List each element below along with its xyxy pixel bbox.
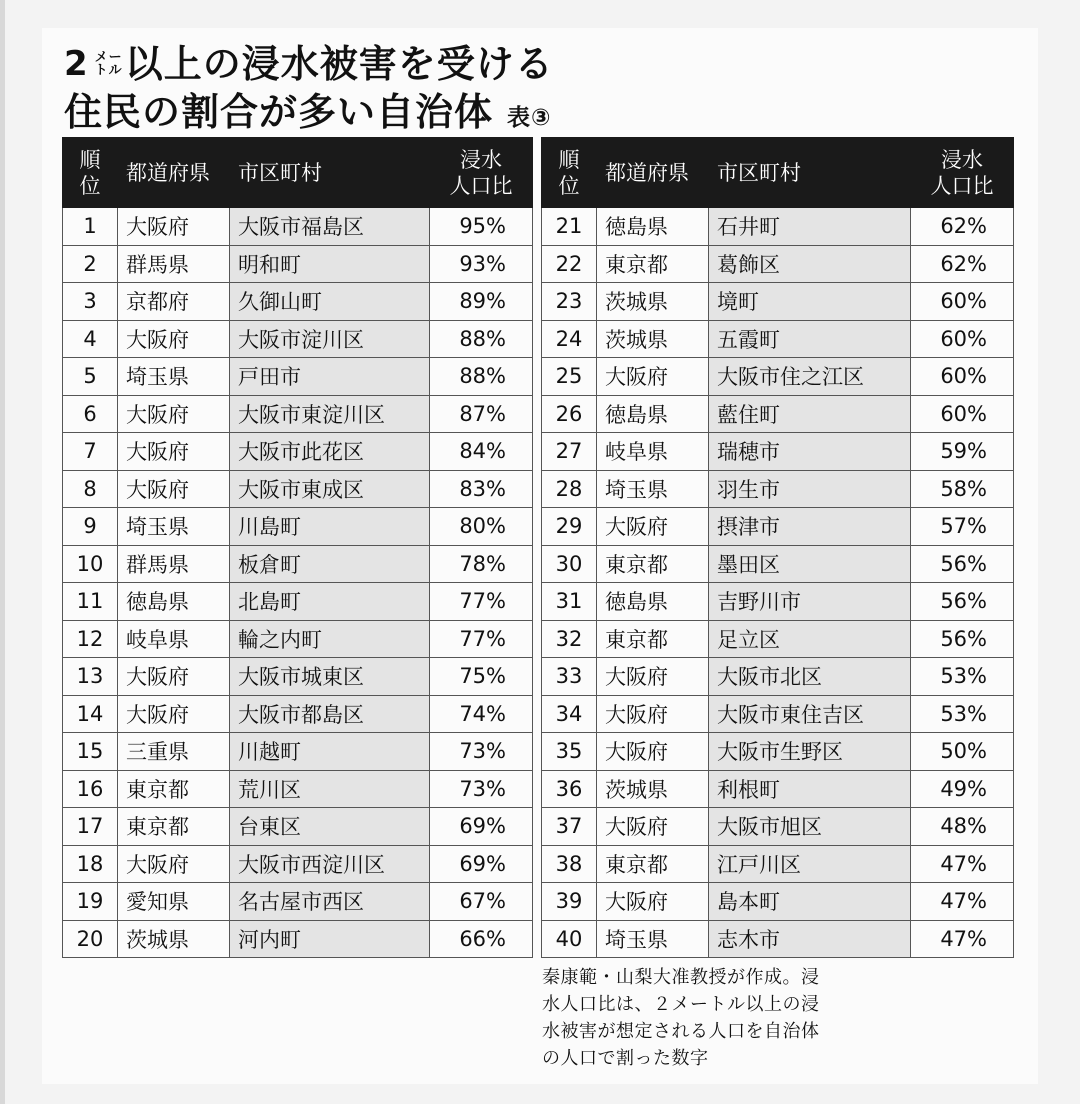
table-row [542,245,1014,283]
title-line1: 以上の浸水被害を受ける [124,42,554,86]
ratio-cell: 62% [911,245,1014,283]
rank-cell: 3 [63,283,118,321]
rank-cell: 14 [63,695,118,733]
prefecture-cell: 埼玉県 [118,508,230,546]
ratio-cell: 93% [430,245,533,283]
prefecture-cell: 大阪府 [597,695,709,733]
ratio-cell: 84% [430,433,533,471]
header-pref: 都道府県 [597,138,709,208]
table-body-right [542,208,1014,958]
page-edge [0,0,5,1104]
rank-cell: 15 [63,733,118,771]
prefecture-cell: 大阪府 [118,395,230,433]
municipality-cell: 台東区 [230,808,430,846]
header-rank-2: 位 [79,173,101,198]
municipality-cell: 利根町 [709,770,911,808]
municipality-cell: 川越町 [230,733,430,771]
header-rank-2: 位 [558,173,580,198]
rank-cell: 12 [63,620,118,658]
rank-cell: 8 [63,470,118,508]
prefecture-cell: 大阪府 [118,320,230,358]
rank-cell: 1 [63,208,118,246]
ratio-cell: 60% [911,395,1014,433]
municipality-cell: 志木市 [709,920,911,958]
ratio-cell: 69% [430,845,533,883]
ratio-cell: 59% [911,433,1014,471]
header-ratio-1: 浸水 [941,147,983,172]
table-title [64,40,554,142]
table-row [542,358,1014,396]
table-row [63,470,533,508]
prefecture-cell: 東京都 [118,770,230,808]
ratio-cell: 88% [430,320,533,358]
municipality-cell: 足立区 [709,620,911,658]
table-row [542,470,1014,508]
rank-cell: 27 [542,433,597,471]
ratio-cell: 48% [911,808,1014,846]
prefecture-cell: 愛知県 [118,883,230,921]
municipality-cell: 名古屋市西区 [230,883,430,921]
municipality-cell: 大阪市城東区 [230,658,430,696]
prefecture-cell: 東京都 [597,545,709,583]
table-row [63,320,533,358]
header-city: 市区町村 [709,138,911,208]
table-header [63,138,533,208]
ratio-cell: 60% [911,320,1014,358]
title-unit-bottom: トル [94,63,123,78]
table-tag: 表③ [507,105,552,131]
prefecture-cell: 大阪府 [597,808,709,846]
ratio-cell: 60% [911,358,1014,396]
ratio-cell: 58% [911,470,1014,508]
municipality-cell: 大阪市東淀川区 [230,395,430,433]
table-row [542,395,1014,433]
ratio-cell: 75% [430,658,533,696]
table-row [542,733,1014,771]
prefecture-cell: 大阪府 [118,470,230,508]
prefecture-cell: 東京都 [597,845,709,883]
title-line2: 住民の割合が多い自治体 [64,90,494,134]
municipality-cell: 大阪市東住吉区 [709,695,911,733]
rank-cell: 31 [542,583,597,621]
municipality-cell: 石井町 [709,208,911,246]
municipality-cell: 大阪市此花区 [230,433,430,471]
rank-cell: 2 [63,245,118,283]
rank-cell: 33 [542,658,597,696]
table-row [63,733,533,771]
municipality-cell: 荒川区 [230,770,430,808]
ratio-cell: 62% [911,208,1014,246]
table-row [542,808,1014,846]
ratio-cell: 80% [430,508,533,546]
ratio-cell: 67% [430,883,533,921]
municipality-cell: 摂津市 [709,508,911,546]
prefecture-cell: 徳島県 [118,583,230,621]
title-number: 2 [64,44,89,84]
municipality-cell: 境町 [709,283,911,321]
table-row [542,658,1014,696]
municipality-cell: 吉野川市 [709,583,911,621]
table-row [542,583,1014,621]
table-row [63,658,533,696]
municipality-cell: 大阪市福島区 [230,208,430,246]
ratio-cell: 57% [911,508,1014,546]
prefecture-cell: 大阪府 [118,658,230,696]
prefecture-cell: 茨城県 [597,770,709,808]
header-ratio [430,138,533,208]
table-row [542,545,1014,583]
note-line: の人口で割った数字 [542,1048,709,1069]
rank-cell: 7 [63,433,118,471]
table-row [542,508,1014,546]
rank-cell: 20 [63,920,118,958]
ratio-cell: 60% [911,283,1014,321]
table-row [542,883,1014,921]
rank-cell: 40 [542,920,597,958]
prefecture-cell: 徳島県 [597,583,709,621]
ratio-cell: 95% [430,208,533,246]
prefecture-cell: 東京都 [597,620,709,658]
municipality-cell: 板倉町 [230,545,430,583]
prefecture-cell: 茨城県 [597,320,709,358]
prefecture-cell: 東京都 [597,245,709,283]
table-header [542,138,1014,208]
ratio-cell: 77% [430,583,533,621]
rank-cell: 39 [542,883,597,921]
prefecture-cell: 群馬県 [118,545,230,583]
ratio-cell: 66% [430,920,533,958]
municipality-cell: 葛飾区 [709,245,911,283]
ratio-cell: 73% [430,770,533,808]
table-row [63,358,533,396]
table-row [542,320,1014,358]
ratio-cell: 88% [430,358,533,396]
ratio-cell: 53% [911,695,1014,733]
prefecture-cell: 大阪府 [597,883,709,921]
rank-cell: 29 [542,508,597,546]
rank-cell: 4 [63,320,118,358]
rank-cell: 36 [542,770,597,808]
table-row [542,620,1014,658]
table-row [542,920,1014,958]
ratio-cell: 83% [430,470,533,508]
table-row [542,208,1014,246]
ratio-cell: 77% [430,620,533,658]
prefecture-cell: 岐阜県 [118,620,230,658]
prefecture-cell: 大阪府 [597,358,709,396]
table-row [63,920,533,958]
prefecture-cell: 岐阜県 [597,433,709,471]
table-body-left [63,208,533,958]
table-row [63,545,533,583]
ratio-cell: 47% [911,920,1014,958]
table-row [63,433,533,471]
table-row [63,508,533,546]
ratio-cell: 56% [911,583,1014,621]
table-row [63,845,533,883]
header-ratio-1: 浸水 [460,147,502,172]
header-city: 市区町村 [230,138,430,208]
table-row [63,695,533,733]
rank-cell: 19 [63,883,118,921]
municipality-cell: 大阪市淀川区 [230,320,430,358]
prefecture-cell: 大阪府 [597,658,709,696]
ranking-table-right [541,137,1014,958]
municipality-cell: 大阪市住之江区 [709,358,911,396]
municipality-cell: 羽生市 [709,470,911,508]
rank-cell: 34 [542,695,597,733]
table-row [542,433,1014,471]
title-unit-top: メー [94,50,123,65]
municipality-cell: 河内町 [230,920,430,958]
prefecture-cell: 京都府 [118,283,230,321]
rank-cell: 26 [542,395,597,433]
rank-cell: 18 [63,845,118,883]
table-row [542,695,1014,733]
rank-cell: 23 [542,283,597,321]
municipality-cell: 五霞町 [709,320,911,358]
rank-cell: 30 [542,545,597,583]
municipality-cell: 北島町 [230,583,430,621]
prefecture-cell: 大阪府 [118,208,230,246]
municipality-cell: 大阪市北区 [709,658,911,696]
table-row [63,883,533,921]
table-row [63,208,533,246]
rank-cell: 22 [542,245,597,283]
ratio-cell: 56% [911,620,1014,658]
ratio-cell: 49% [911,770,1014,808]
ratio-cell: 89% [430,283,533,321]
rank-cell: 21 [542,208,597,246]
prefecture-cell: 埼玉県 [597,920,709,958]
rank-cell: 13 [63,658,118,696]
ratio-cell: 78% [430,545,533,583]
prefecture-cell: 群馬県 [118,245,230,283]
municipality-cell: 瑞穂市 [709,433,911,471]
table-row [63,395,533,433]
note-line: 水被害が想定される人口を自治体 [542,1021,820,1042]
municipality-cell: 久御山町 [230,283,430,321]
rank-cell: 24 [542,320,597,358]
municipality-cell: 戸田市 [230,358,430,396]
municipality-cell: 川島町 [230,508,430,546]
ratio-cell: 74% [430,695,533,733]
table-row [63,808,533,846]
rank-cell: 32 [542,620,597,658]
rank-cell: 5 [63,358,118,396]
municipality-cell: 明和町 [230,245,430,283]
header-pref: 都道府県 [118,138,230,208]
rank-cell: 25 [542,358,597,396]
table-row [542,770,1014,808]
header-ratio [911,138,1014,208]
rank-cell: 38 [542,845,597,883]
note-line: 秦康範・山梨大准教授が作成。浸 [542,967,820,988]
ratio-cell: 87% [430,395,533,433]
table-row [63,245,533,283]
rank-cell: 17 [63,808,118,846]
prefecture-cell: 三重県 [118,733,230,771]
header-ratio-2: 人口比 [930,173,994,198]
note-line: 水人口比は、２メートル以上の浸 [542,994,820,1015]
ratio-cell: 47% [911,845,1014,883]
municipality-cell: 藍住町 [709,395,911,433]
header-rank [63,138,118,208]
rank-cell: 16 [63,770,118,808]
prefecture-cell: 埼玉県 [118,358,230,396]
source-note [542,964,882,1072]
ratio-cell: 73% [430,733,533,771]
municipality-cell: 大阪市生野区 [709,733,911,771]
table-row [63,583,533,621]
municipality-cell: 大阪市西淀川区 [230,845,430,883]
prefecture-cell: 茨城県 [597,283,709,321]
rank-cell: 6 [63,395,118,433]
rank-cell: 10 [63,545,118,583]
prefecture-cell: 大阪府 [597,508,709,546]
prefecture-cell: 徳島県 [597,208,709,246]
prefecture-cell: 東京都 [118,808,230,846]
rank-cell: 28 [542,470,597,508]
ratio-cell: 50% [911,733,1014,771]
header-ratio-2: 人口比 [449,173,513,198]
title-unit [95,51,123,77]
ranking-table-left [62,137,533,958]
municipality-cell: 輪之内町 [230,620,430,658]
municipality-cell: 大阪市旭区 [709,808,911,846]
ratio-cell: 47% [911,883,1014,921]
table-row [63,770,533,808]
municipality-cell: 江戸川区 [709,845,911,883]
prefecture-cell: 埼玉県 [597,470,709,508]
header-rank-1: 順 [79,147,101,172]
rank-cell: 37 [542,808,597,846]
ratio-cell: 69% [430,808,533,846]
rank-cell: 11 [63,583,118,621]
prefecture-cell: 大阪府 [597,733,709,771]
ratio-cell: 53% [911,658,1014,696]
prefecture-cell: 茨城県 [118,920,230,958]
prefecture-cell: 大阪府 [118,433,230,471]
table-row [63,283,533,321]
ratio-cell: 56% [911,545,1014,583]
rank-cell: 35 [542,733,597,771]
prefecture-cell: 大阪府 [118,695,230,733]
header-rank [542,138,597,208]
municipality-cell: 大阪市東成区 [230,470,430,508]
table-row [63,620,533,658]
municipality-cell: 島本町 [709,883,911,921]
table-row [542,845,1014,883]
prefecture-cell: 大阪府 [118,845,230,883]
municipality-cell: 大阪市都島区 [230,695,430,733]
rank-cell: 9 [63,508,118,546]
municipality-cell: 墨田区 [709,545,911,583]
table-row [542,283,1014,321]
header-rank-1: 順 [558,147,580,172]
prefecture-cell: 徳島県 [597,395,709,433]
